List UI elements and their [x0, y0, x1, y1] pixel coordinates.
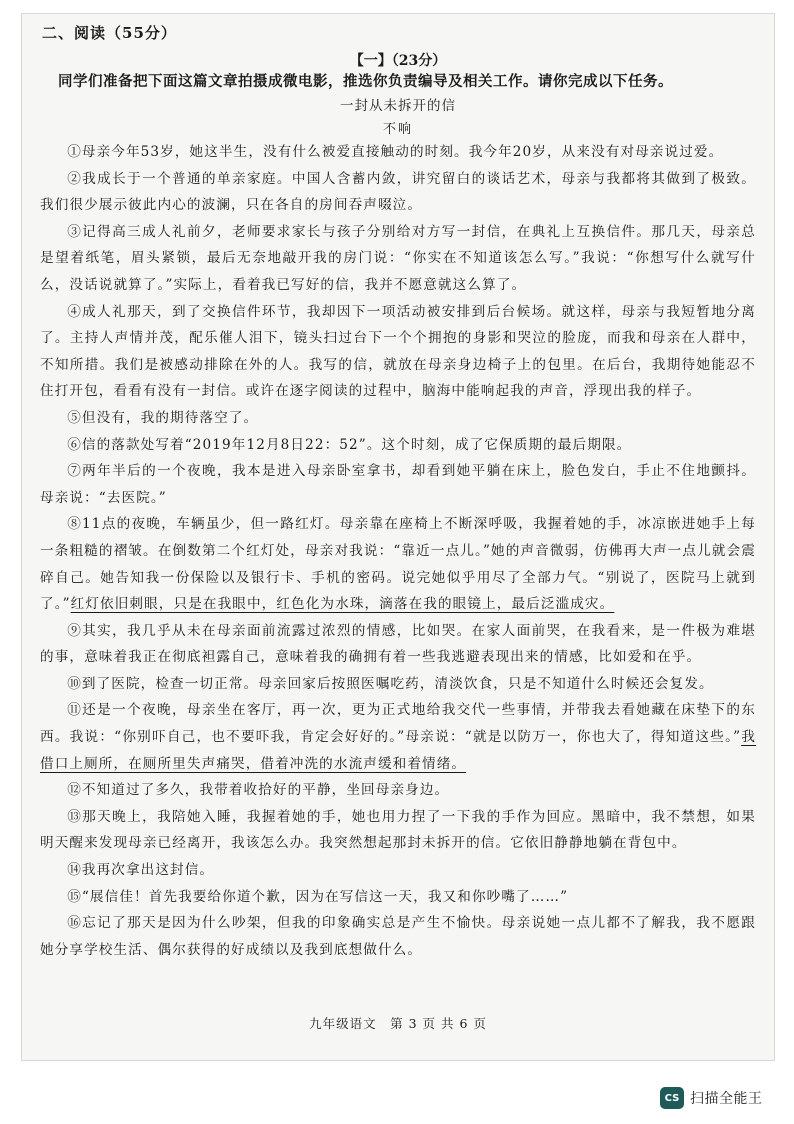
paragraph-11-text: ⑪还是一个夜晚，母亲坐在客厅，再一次，更为正式地给我交代一些事情，并带我去看她藏在床垫下的东西。我说：“你别吓自己，也不要吓我，肯定会好好的。”母亲说：“就是以防万一，你也大了，得知道这些。” — [40, 702, 756, 746]
paragraph-13: ⑬那天晚上，我陪她入睡，我握着她的手，她也用力捏了一下我的手作为回应。黑暗中，我不禁想，如果明天醒来发现母亲已经离开，我该怎么办。我突然想起那封未拆开的信。它依旧静静地躺在背包中。 — [40, 808, 756, 852]
paragraph-15: ⑮“展信佳！首先我要给你道个歉，因为在写信这一天，我又和你吵嘴了……” — [67, 888, 569, 905]
paragraph-9: ⑨其实，我几乎从未在母亲面前流露过浓烈的情感，比如哭。在家人面前哭，在我看来，是一件极为难堪的事，意味着我正在彻底袒露自己，意味着我的确拥有着一些我逃避表现出来的情感，比如爱和在乎。 — [40, 622, 756, 666]
paragraph-2: ②我成长于一个普通的单亲家庭。中国人含蓄内敛，讲究留白的谈话艺术，母亲与我都将其做到了极致。我们很少展示彼此内心的波澜，只在各自的房间吞声啜泣。 — [40, 170, 756, 214]
underlined-sentence-2: 我借口上厕所，在厕所里失声痛哭，借着冲洗的水流声缓和着情绪。 — [40, 729, 756, 772]
paragraph-12: ⑫不知道过了多久，我带着收拾好的平静，坐回母亲身边。 — [67, 782, 450, 799]
paragraph-5: ⑤但没有，我的期待落空了。 — [67, 409, 259, 426]
camscanner-logo-icon: CS — [660, 1087, 684, 1109]
paragraph-11 — [40, 697, 756, 777]
part-title: 【一】（23分） — [349, 53, 447, 69]
paragraph-14: ⑭我再次拿出这封信。 — [67, 862, 215, 879]
article-title: 一封从未拆开的信 — [340, 98, 456, 114]
paragraph-16: ⑯忘记了那天是因为什么吵架，但我的印象确实总是产生不愉快。母亲说她一点儿都不了解我，我不愿跟她分享学校生活、偶尔获得的好成绩以及我到底想做什么。 — [40, 915, 756, 958]
task-intro: 同学们准备把下面这篇文章拍摄成微电影，推选你负责编导及相关工作。请你完成以下任务。 — [58, 73, 673, 90]
exam-page — [22, 14, 774, 1060]
watermark-text: 扫描全能王 — [690, 1091, 763, 1107]
paragraph-1: ①母亲今年53岁，她这半生，没有什么被爱直接触动的时刻。我今年20岁，从来没有对母亲说过爱。 — [67, 144, 724, 160]
paragraph-8 — [40, 511, 756, 617]
section-title: 二、阅读（55分） — [42, 24, 177, 42]
paragraph-3: ③记得高三成人礼前夕，老师要求家长与孩子分别给对方写一封信，在典礼上互换信件。那几天，母亲总是望着纸笔，眉头紧锁，最后无奈地敲开我的房门说：“你实在不知道该怎么写。”我说：“你想写什么就写什么，没话说就算了。”实际上，看着我已写好的信，我并不愿意就这么算了。 — [40, 223, 756, 293]
paragraph-8-text: ⑧11点的夜晚，车辆虽少，但一路红灯。母亲靠在座椅上不断深呼吸，我握着她的手，冰凉嵌进她手上每一条粗糙的褶皱。在倒数第二个红灯处，母亲对我说：“靠近一点儿。”她的声音微弱，仿佛再大声一点儿就会震碎自己。她告知我一份保险以及银行卡、手机的密码。说完她似乎用尽了全部力气。“别说了，医院马上就到了。” — [40, 516, 756, 613]
paragraph-7: ⑦两年半后的一个夜晚，我本是进入母亲卧室拿书，却看到她平躺在床上，脸色发白，手止不住地颤抖。母亲说：“去医院。” — [40, 463, 756, 506]
article-author: 不响 — [382, 122, 413, 137]
scanner-watermark — [660, 1086, 763, 1110]
paragraph-6: ⑥信的落款处写着“2019年12月8日22：52”。这个时刻，成了它保质期的最后期限。 — [67, 436, 632, 453]
paragraph-10: ⑩到了医院，检查一切正常。母亲回家后按照医嘱吃药，清淡饮食，只是不知道什么时候还会复发。 — [67, 675, 714, 692]
article-body — [40, 139, 756, 963]
page-footer: 九年级语文 第 3 页 共 6 页 — [309, 1016, 487, 1031]
paragraph-4: ④成人礼那天，到了交换信件环节，我却因下一项活动被安排到后台候场。就这样，母亲与我短暂地分离了。主持人声情并茂，配乐催人泪下，镜头扫过台下一个个拥抱的身影和哭泣的脸庞，而我和母亲在人群中，不知所措。我们是被感动排除在外的人。我写的信，就放在母亲身边椅子上的包里。在后台，我期待她能忍不住打开包，看看有没有一封信。或许在逐字阅读的过程中，脑海中能响起我的声音，浮现出我的样子。 — [40, 303, 756, 400]
underlined-sentence-1: 红灯依旧刺眼，只是在我眼中，红色化为水珠，滴落在我的眼镜上，最后泛滥成灾。 — [70, 596, 615, 613]
